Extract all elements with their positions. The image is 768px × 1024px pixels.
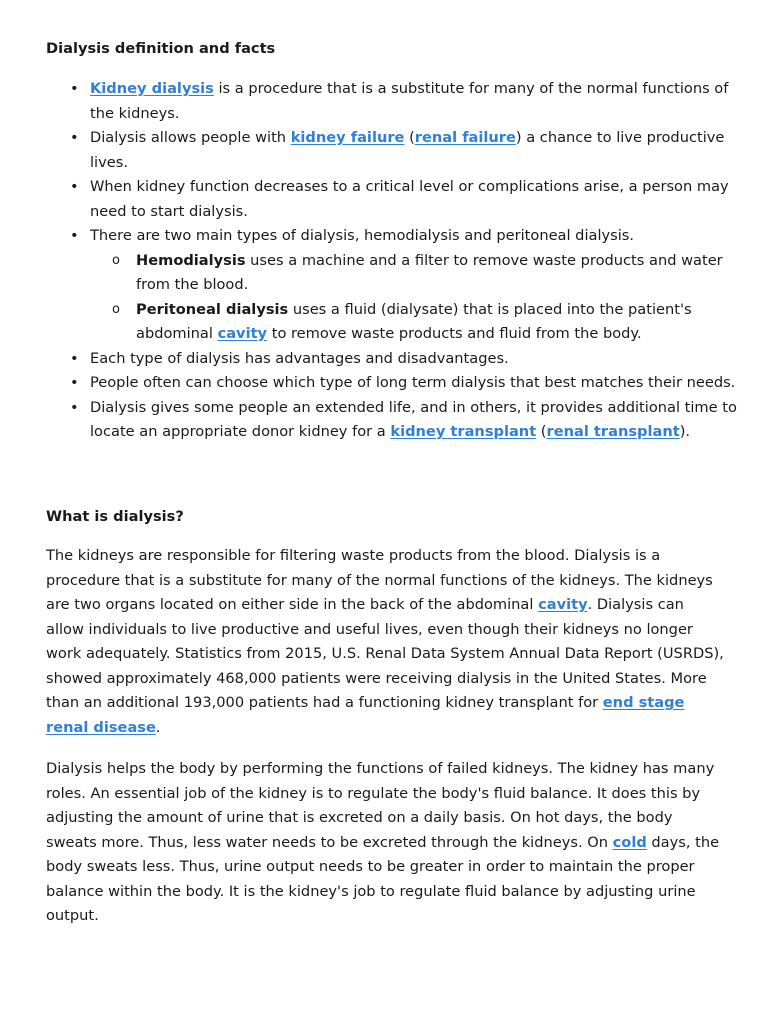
- renal-failure-link[interactable]: renal failure: [414, 129, 516, 146]
- bullet-text: Dialysis allows people with: [90, 129, 291, 146]
- bullet-text: ) a chance to live productive lives.: [90, 129, 725, 171]
- list-item: [90, 175, 740, 224]
- sub-list-item: [136, 249, 740, 298]
- cold-link[interactable]: cold: [612, 833, 647, 851]
- kidney-transplant-link[interactable]: kidney transplant: [390, 423, 537, 440]
- section-heading-facts: Dialysis definition and facts: [46, 40, 276, 57]
- list-item: [90, 347, 740, 372]
- sub-item-text: uses a fluid (dialysate) that is placed into the patient's abdominal: [136, 300, 692, 342]
- paragraph-what-is-dialysis: [46, 544, 726, 740]
- bullet-text: (: [536, 423, 547, 440]
- hemodialysis-term: Hemodialysis: [136, 251, 246, 269]
- list-item: [90, 77, 740, 126]
- cavity-link[interactable]: cavity: [538, 596, 588, 613]
- bullet-text: When kidney function decreases to a critical level or complications arise, a person may need to start dialysis.: [90, 178, 729, 220]
- section-heading-what-is-dialysis: What is dialysis?: [46, 508, 184, 525]
- dialysis-types-sublist: [90, 249, 740, 347]
- bullet-text: is a procedure that is a substitute for many of the normal functions of the kidneys.: [90, 80, 729, 122]
- paragraph-fluid-balance: [46, 757, 726, 929]
- bullet-text: (: [404, 129, 415, 146]
- sub-item-text: uses a machine and a filter to remove waste products and water from the blood.: [136, 251, 723, 293]
- list-item: [90, 371, 740, 396]
- paragraph-text: .: [155, 718, 161, 736]
- kidney-failure-link[interactable]: kidney failure: [290, 129, 405, 146]
- kidney-dialysis-link[interactable]: Kidney dialysis: [90, 80, 214, 97]
- peritoneal-dialysis-term: Peritoneal dialysis: [136, 300, 289, 318]
- sub-item-text: to remove waste products and fluid from the body.: [267, 325, 642, 342]
- list-item: [90, 224, 740, 347]
- paragraph-text: Dialysis helps the body by performing the functions of failed kidneys. The kidney has many roles. An essential job of the kidney is to regulate the body's fluid balance. It does this by adjusting the amount of urine that is excreted on a daily basis. On hot days, the body sweats more. Thus, less water needs to be excreted through the kidneys. On: [46, 760, 715, 851]
- bullet-text: People often can choose which type of long term dialysis that best matches their needs.: [90, 374, 736, 391]
- paragraph-text: . Dialysis can allow individuals to live productive and useful lives, even though their kidneys no longer work adequately. Statistics from 2015, U.S. Renal Data System Annual Data Report (USRDS), showed approximately 468,000 patients were receiving dialysis in the United States. More than an additional 193,000 patients had a functioning kidney transplant for: [46, 596, 724, 711]
- bullet-text: There are two main types of dialysis, hemodialysis and peritoneal dialysis.: [90, 227, 635, 244]
- paragraph-text: days, the body sweats less. Thus, urine output needs to be greater in order to maintain the proper balance within the body. It is the kidney's job to regulate fluid balance by adjusting urine output.: [46, 833, 720, 924]
- bullet-text: Each type of dialysis has advantages and disadvantages.: [90, 349, 509, 367]
- cavity-link[interactable]: cavity: [217, 325, 268, 342]
- list-item: [90, 396, 740, 445]
- facts-list: [0, 77, 740, 445]
- sub-list-item: [136, 298, 740, 347]
- end-stage-renal-disease-link[interactable]: end stage renal disease: [46, 694, 685, 736]
- list-item: [90, 126, 740, 175]
- renal-transplant-link[interactable]: renal transplant: [546, 423, 680, 440]
- bullet-text: Dialysis gives some people an extended life, and in others, it provides additional time to locate an appropriate donor kidney for a: [90, 398, 737, 440]
- bullet-text: ).: [679, 423, 691, 440]
- paragraph-text: The kidneys are responsible for filtering waste products from the blood. Dialysis is a procedure that is a substitute for many of the normal functions of the kidneys. The kidneys are two organs located on either side in the back of the abdominal: [46, 547, 713, 613]
